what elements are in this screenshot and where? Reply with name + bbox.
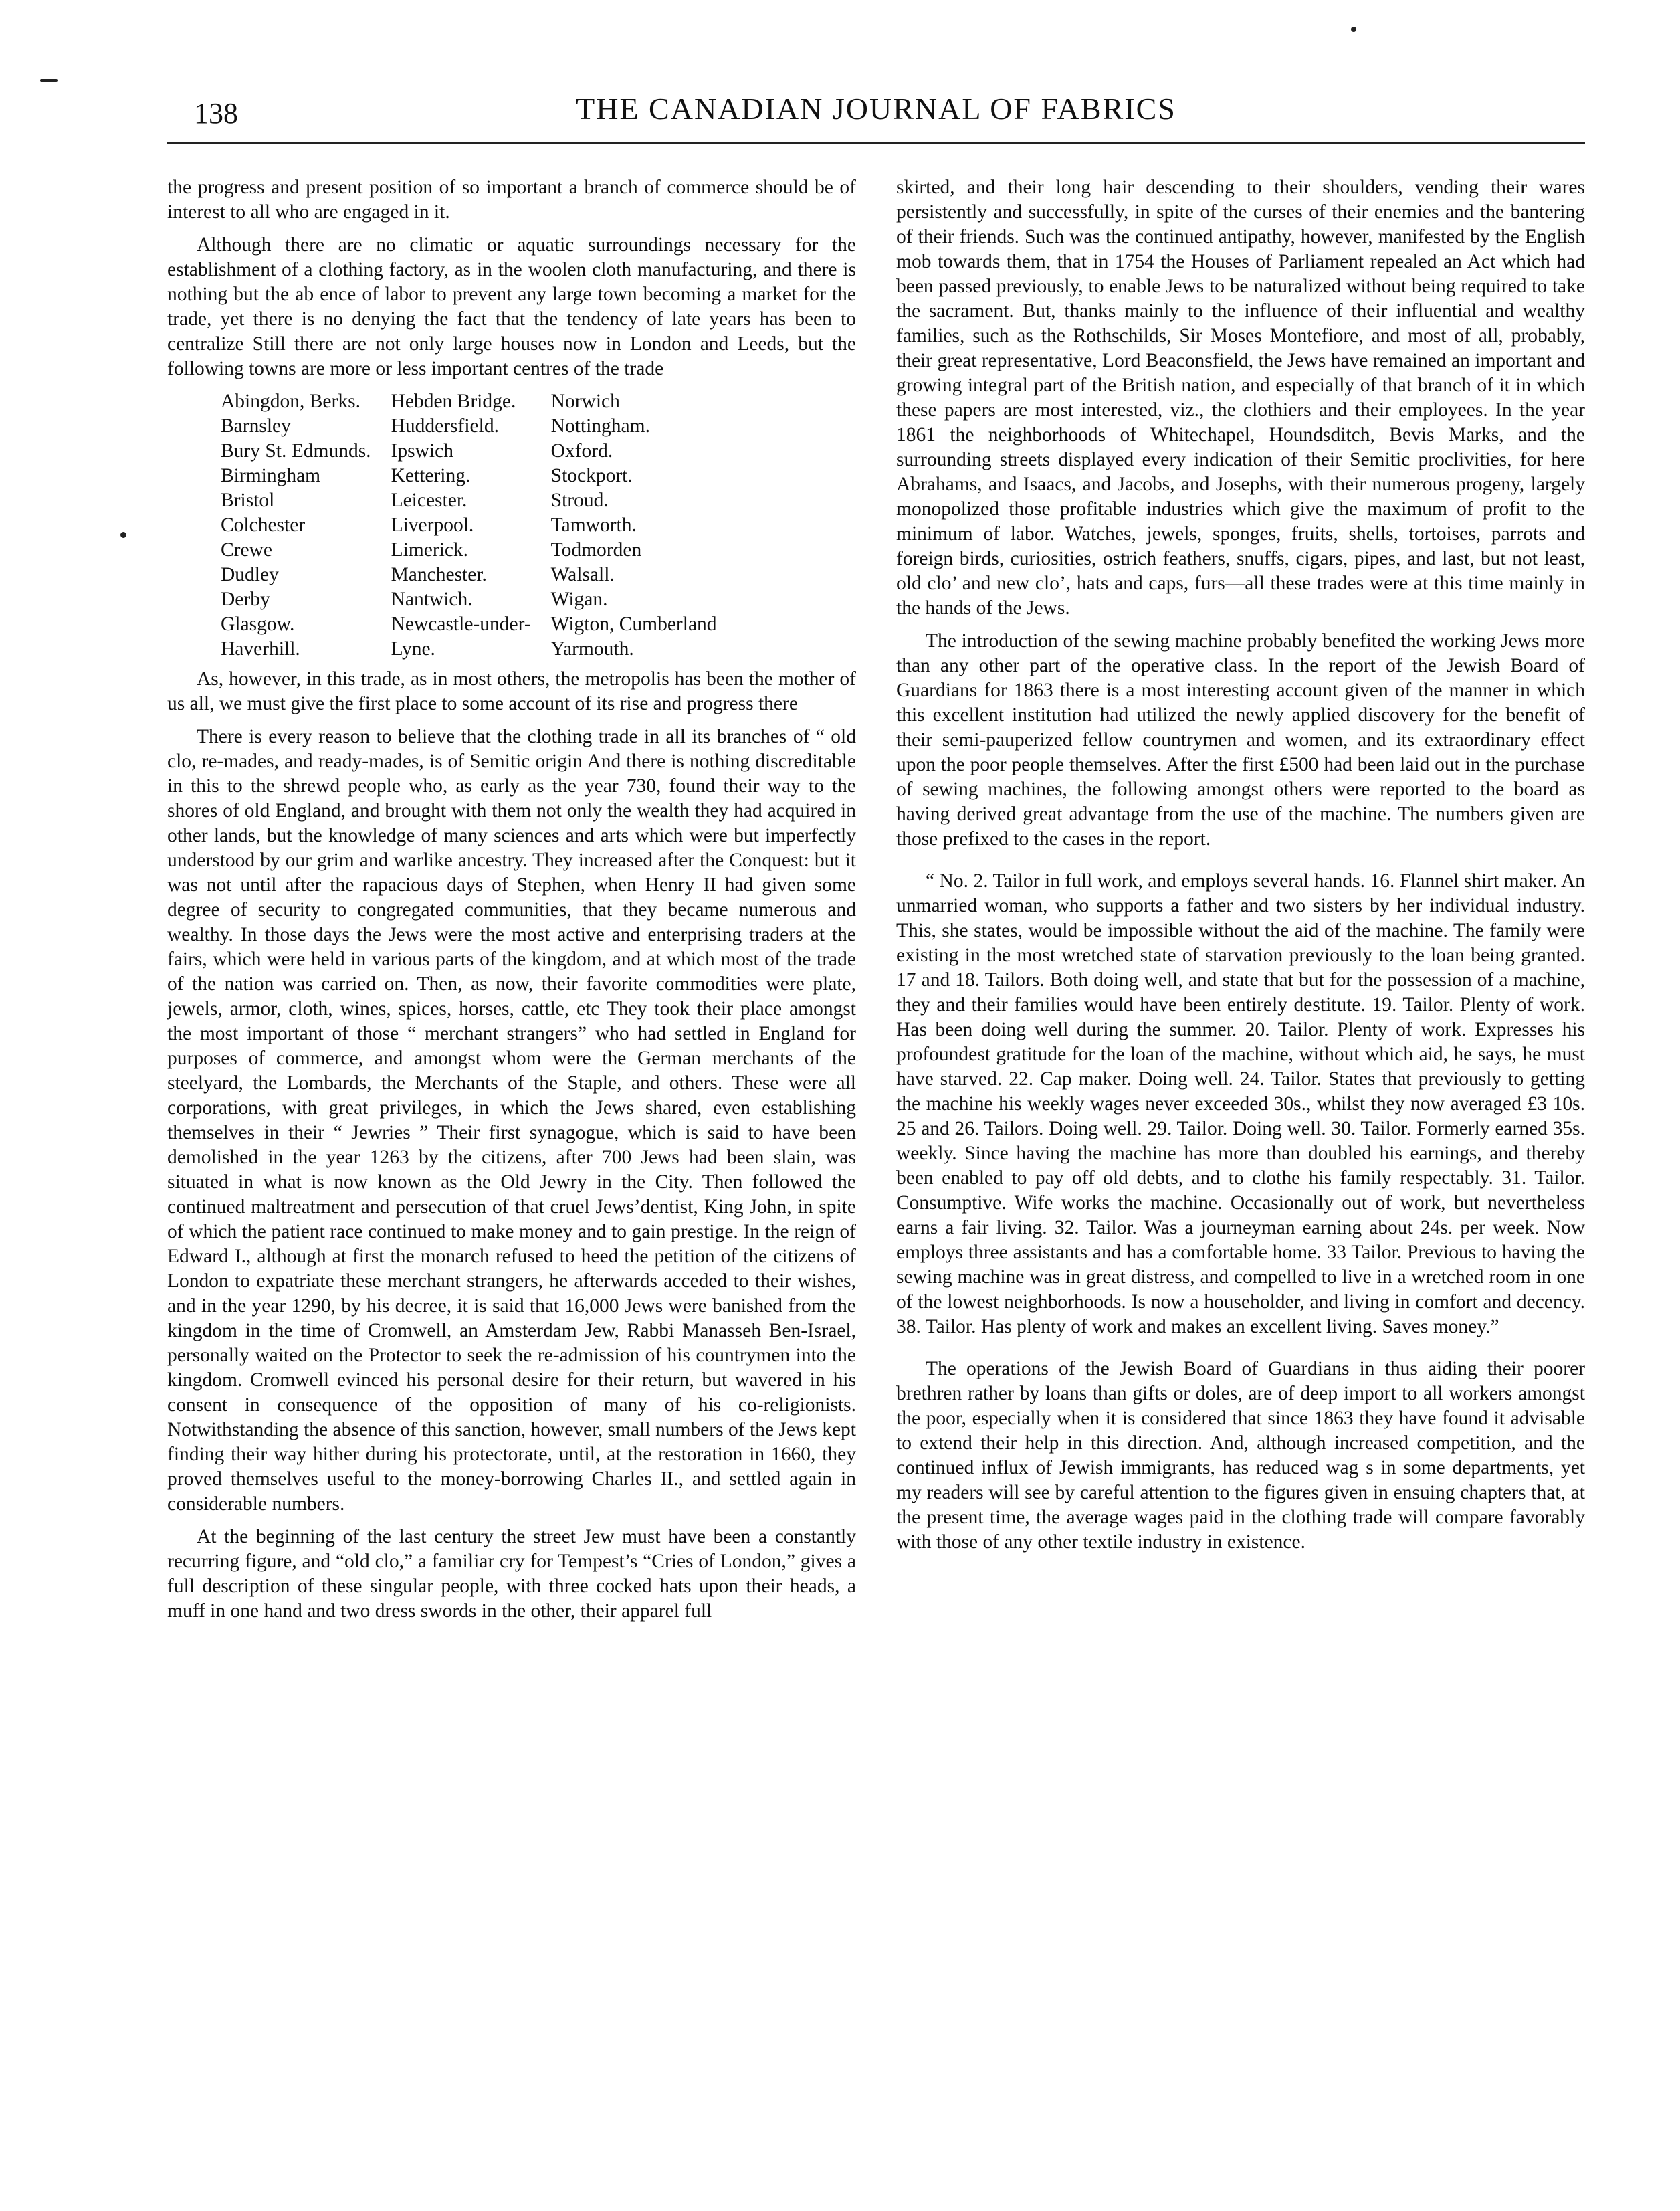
town-row <box>221 513 737 538</box>
town-name: Walsall. <box>550 564 615 585</box>
right-column <box>896 175 1585 1563</box>
paragraph: The introduction of the sewing machine probably benefited the working Jews more than any other part of the operative class. In the report of the Jewish Board of Guardians for 1863 there is a most interesting account given of the manner in which this excellent institution had utilized the newly applied discovery for the benefit of their semi-pauperized fellow countrymen and women, and its extraordinary effect upon the poor people themselves. After the first £500 had been laid out in the purchase of sewing machines, the following amongst others were reported to the board as having derived great advantage from the use of the machine. The numbers given are those prefixed to the cases in the report. <box>896 630 1585 850</box>
town-name: Glasgow. <box>221 613 295 635</box>
left-column <box>167 175 856 1632</box>
town-name: Kettering. <box>391 465 471 486</box>
town-name: Liverpool. <box>391 514 474 536</box>
town-name: Dudley <box>221 564 279 585</box>
town-name: Barnsley <box>221 415 291 437</box>
town-row <box>221 439 737 464</box>
quoted-report: “ No. 2. Tailor in full work, and employs several hands. 16. Flannel shirt maker. An unmarried woman, who supports a father and two sisters by her individual industry. This, she states, would be impossible without the aid of the machine. The family were existing in the most wretched state of starvation previously to the loan being granted. 17 and 18. Tailors. Both doing well, and state that but for the possession of a machine, they and their families would have been entirely destitute. 19. Tailor. Plenty of work. Has been doing well during the summer. 20. Tailor. Plenty of work. Expresses his profoundest gratitude for the loan of the machine, without which aid, he says, he must have starved. 22. Cap maker. Doing well. 24. Tailor. States that previously to getting the machine his weekly wages never exceeded 30s., whilst they now averaged £3 10s. 25 and 26. Tailors. Doing well. 29. Tailor. Doing well. 30. Tailor. Formerly earned 35s. weekly. Since having the machine has more than doubled his earnings, and thereby been enabled to pay off old debts, and to clothe his family respectably. 31. Tailor. Consumptive. Wife works the machine. Occasionally out of work, but nevertheless earns a fair living. 32. Tailor. Was a journeyman earning about 24s. per week. Now employs three assistants and has a comfortable home. 33 Tailor. Previous to having the sewing machine was in great distress, and compelled to live in a wretched room in one of the lowest neighborhoods. Is now a householder, and living in comfort and decency. 38. Tailor. Has plenty of work and makes an excellent living. Saves money.” <box>896 870 1585 1337</box>
town-row <box>221 389 737 414</box>
page-number: 138 <box>194 97 238 130</box>
town-name: Yarmouth. <box>550 638 634 660</box>
town-row <box>221 538 737 563</box>
town-name: Lyne. <box>391 638 435 660</box>
paragraph: the progress and present position of so important a branch of commerce should be of interest to all who are engaged in it. <box>167 177 856 223</box>
town-name: Abingdon, Berks. <box>221 391 360 412</box>
town-row <box>221 587 737 612</box>
header-rule <box>167 142 1585 144</box>
town-name: Nottingham. <box>550 415 650 437</box>
paragraph: Although there are no climatic or aquatic surroundings necessary for the establishment of a clothing factory, as in the woolen cloth manufacturing, and there is nothing but the ab ence of labor to prevent any large town becoming a market for the trade, yet there is no denying the fact that the tendency of late years has been to centralize Still there are not only large houses now in London and Leeds, but the following towns are more or less important centres of the trade <box>167 234 856 379</box>
town-row <box>221 563 737 587</box>
journal-title: THE CANADIAN JOURNAL OF FABRICS <box>576 92 1176 126</box>
town-name: Huddersfield. <box>391 415 499 437</box>
paragraph: skirted, and their long hair descending to their shoulders, vending their wares persistently and successfully, in spite of the curses of their enemies and the bantering of their friends. Such was the continued antipathy, however, manifested by the English mob towards them, that in 1754 the Houses of Parliament repealed an Act which had been passed previously, to enable Jews to be naturalized without being required to take the sacrament. But, thanks mainly to the influence of their influential and wealthy families, such as the Rothschilds, Sir Moses Montefiore, and most of all, probably, their great representative, Lord Beaconsfield, the Jews have remained an important and growing integral part of the British nation, and especially of that branch of it in which these papers are most interested, viz., the clothiers and their employees. In the year 1861 the neighborhoods of Whitechapel, Houndsditch, Bevis Marks, and the surrounding streets displayed every indication of their Semitic proclivities, for here Abrahams, and Isaacs, and Jacobs, and Josephs, with their numerous progeny, largely monopolized those profitable industries which give the maximum of profit to the minimum of labor. Watches, jewels, sponges, fruits, shells, tortoises, parrots and foreign birds, curiosities, ostrich feathers, snuffs, cigars, pipes, and last, but not least, old clo’ and new clo’, hats and caps, furs—all these trades were at this time mainly in the hands of the Jews. <box>896 177 1585 619</box>
town-row <box>221 612 737 637</box>
town-name: Todmorden <box>550 539 642 561</box>
town-name: Stroud. <box>550 490 609 511</box>
town-name: Stockport. <box>550 465 633 486</box>
town-row <box>221 464 737 488</box>
town-name: Limerick. <box>391 539 469 561</box>
town-name: Newcastle-under- <box>391 613 531 635</box>
town-name: Nantwich. <box>391 589 473 610</box>
town-name: Birmingham <box>221 465 321 486</box>
town-name: Hebden Bridge. <box>391 391 516 412</box>
town-name: Derby <box>221 589 270 610</box>
town-name: Colchester <box>221 514 306 536</box>
town-row <box>221 637 737 662</box>
paragraph: There is every reason to believe that the clothing trade in all its branches of “ old clo, re-mades, and ready-mades, is of Semitic origin And there is nothing discreditable in this to the shrewd people who, as early as the year 730, found their way to the shores of old England, and brought with them not only the wealth they had acquired in other lands, but the knowledge of many sciences and arts which were but imperfectly understood by our grim and warlike ancestry. They increased after the Conquest: but it was not until after the rapacious days of Stephen, when Henry II had given some degree of security to congregated communities, that they became numerous and wealthy. In those days the Jews were the most active and enterprising traders at the fairs, which were held in various parts of the kingdom, and at which most of the trade of the nation was carried on. Then, as now, their favorite commodities were plate, jewels, armor, cloth, wines, spices, horses, cattle, etc They took their place amongst the most important of those “ merchant strangers” who had settled in England for purposes of commerce, and amongst whom were the German merchants of the steelyard, the Lombards, the Merchants of the Staple, and others. These were all corporations, with great privileges, in which the Jews shared, even establishing themselves in their “ Jewries ” Their first synagogue, which is said to have been demolished in the year 1263 by the citizens, after 700 Jews had been slain, was situated in what is now known as the Old Jewry in the City. Then followed the continued maltreatment and persecution of that cruel Jews’dentist, King John, in spite of which the patient race continued to make money and to gain prestige. In the reign of Edward I., although at first the monarch refused to heed the petition of the citizens of London to expatriate these merchant strangers, he afterwards acceded to their wishes, and in the year 1290, by his decree, it is said that 16,000 Jews were banished from the kingdom in the time of Cromwell, an Amsterdam Jew, Rabbi Manasseh Ben-Israel, personally waited on the Protector to seek the re-admission of his countrymen into the kingdom. Cromwell evinced his personal desire for their return, but wavered in his consent in consequence of the opposition of many of his co-religionists. Notwithstanding the absence of this sanction, however, small numbers of the Jews kept finding their way hither during his protectorate, until, at the restoration in 1660, they proved themselves useful to the money-borrowing Charles II., and settled again in considerable numbers. <box>167 726 856 1515</box>
town-name: Ipswich <box>391 440 453 462</box>
town-name: Wigton, Cumberland <box>550 613 717 635</box>
town-row <box>221 414 737 439</box>
scan-speck <box>1351 27 1356 32</box>
scan-speck <box>120 532 126 538</box>
running-header <box>167 87 1585 134</box>
town-name: Manchester. <box>391 564 487 585</box>
town-name: Haverhill. <box>221 638 300 660</box>
town-name: Norwich <box>550 391 620 412</box>
town-name: Bristol <box>221 490 275 511</box>
town-row <box>221 488 737 513</box>
town-name: Crewe <box>221 539 272 561</box>
town-name: Tamworth. <box>550 514 637 536</box>
town-name: Oxford. <box>550 440 613 462</box>
town-name: Leicester. <box>391 490 467 511</box>
town-name: Bury St. Edmunds. <box>221 440 371 462</box>
paragraph: As, however, in this trade, as in most others, the metropolis has been the mother of us all, we must give the first place to some account of its rise and progress there <box>167 668 856 714</box>
scan-speck <box>40 79 58 82</box>
towns-list <box>221 389 737 662</box>
paragraph: The operations of the Jewish Board of Guardians in thus aiding their poorer brethren rather by loans than gifts or doles, are of deep import to all workers amongst the poor, especially when it is considered that since 1863 they have found it advisable to extend their help in this direction. And, although increased competition, and the continued influx of Jewish immigrants, has reduced wag s in some departments, yet my readers will see by careful attention to the figures given in ensuing chapters that, at the present time, the average wages paid in the clothing trade will compare favorably with those of any other textile industry in existence. <box>896 1358 1585 1553</box>
paragraph: At the beginning of the last century the street Jew must have been a constantly recurring figure, and “old clo,” a familiar cry for Tempest’s “Cries of London,” gives a full description of these singular people, with three cocked hats upon their heads, a muff in one hand and two dress swords in the other, their apparel full <box>167 1526 856 1622</box>
town-name: Wigan. <box>550 589 608 610</box>
